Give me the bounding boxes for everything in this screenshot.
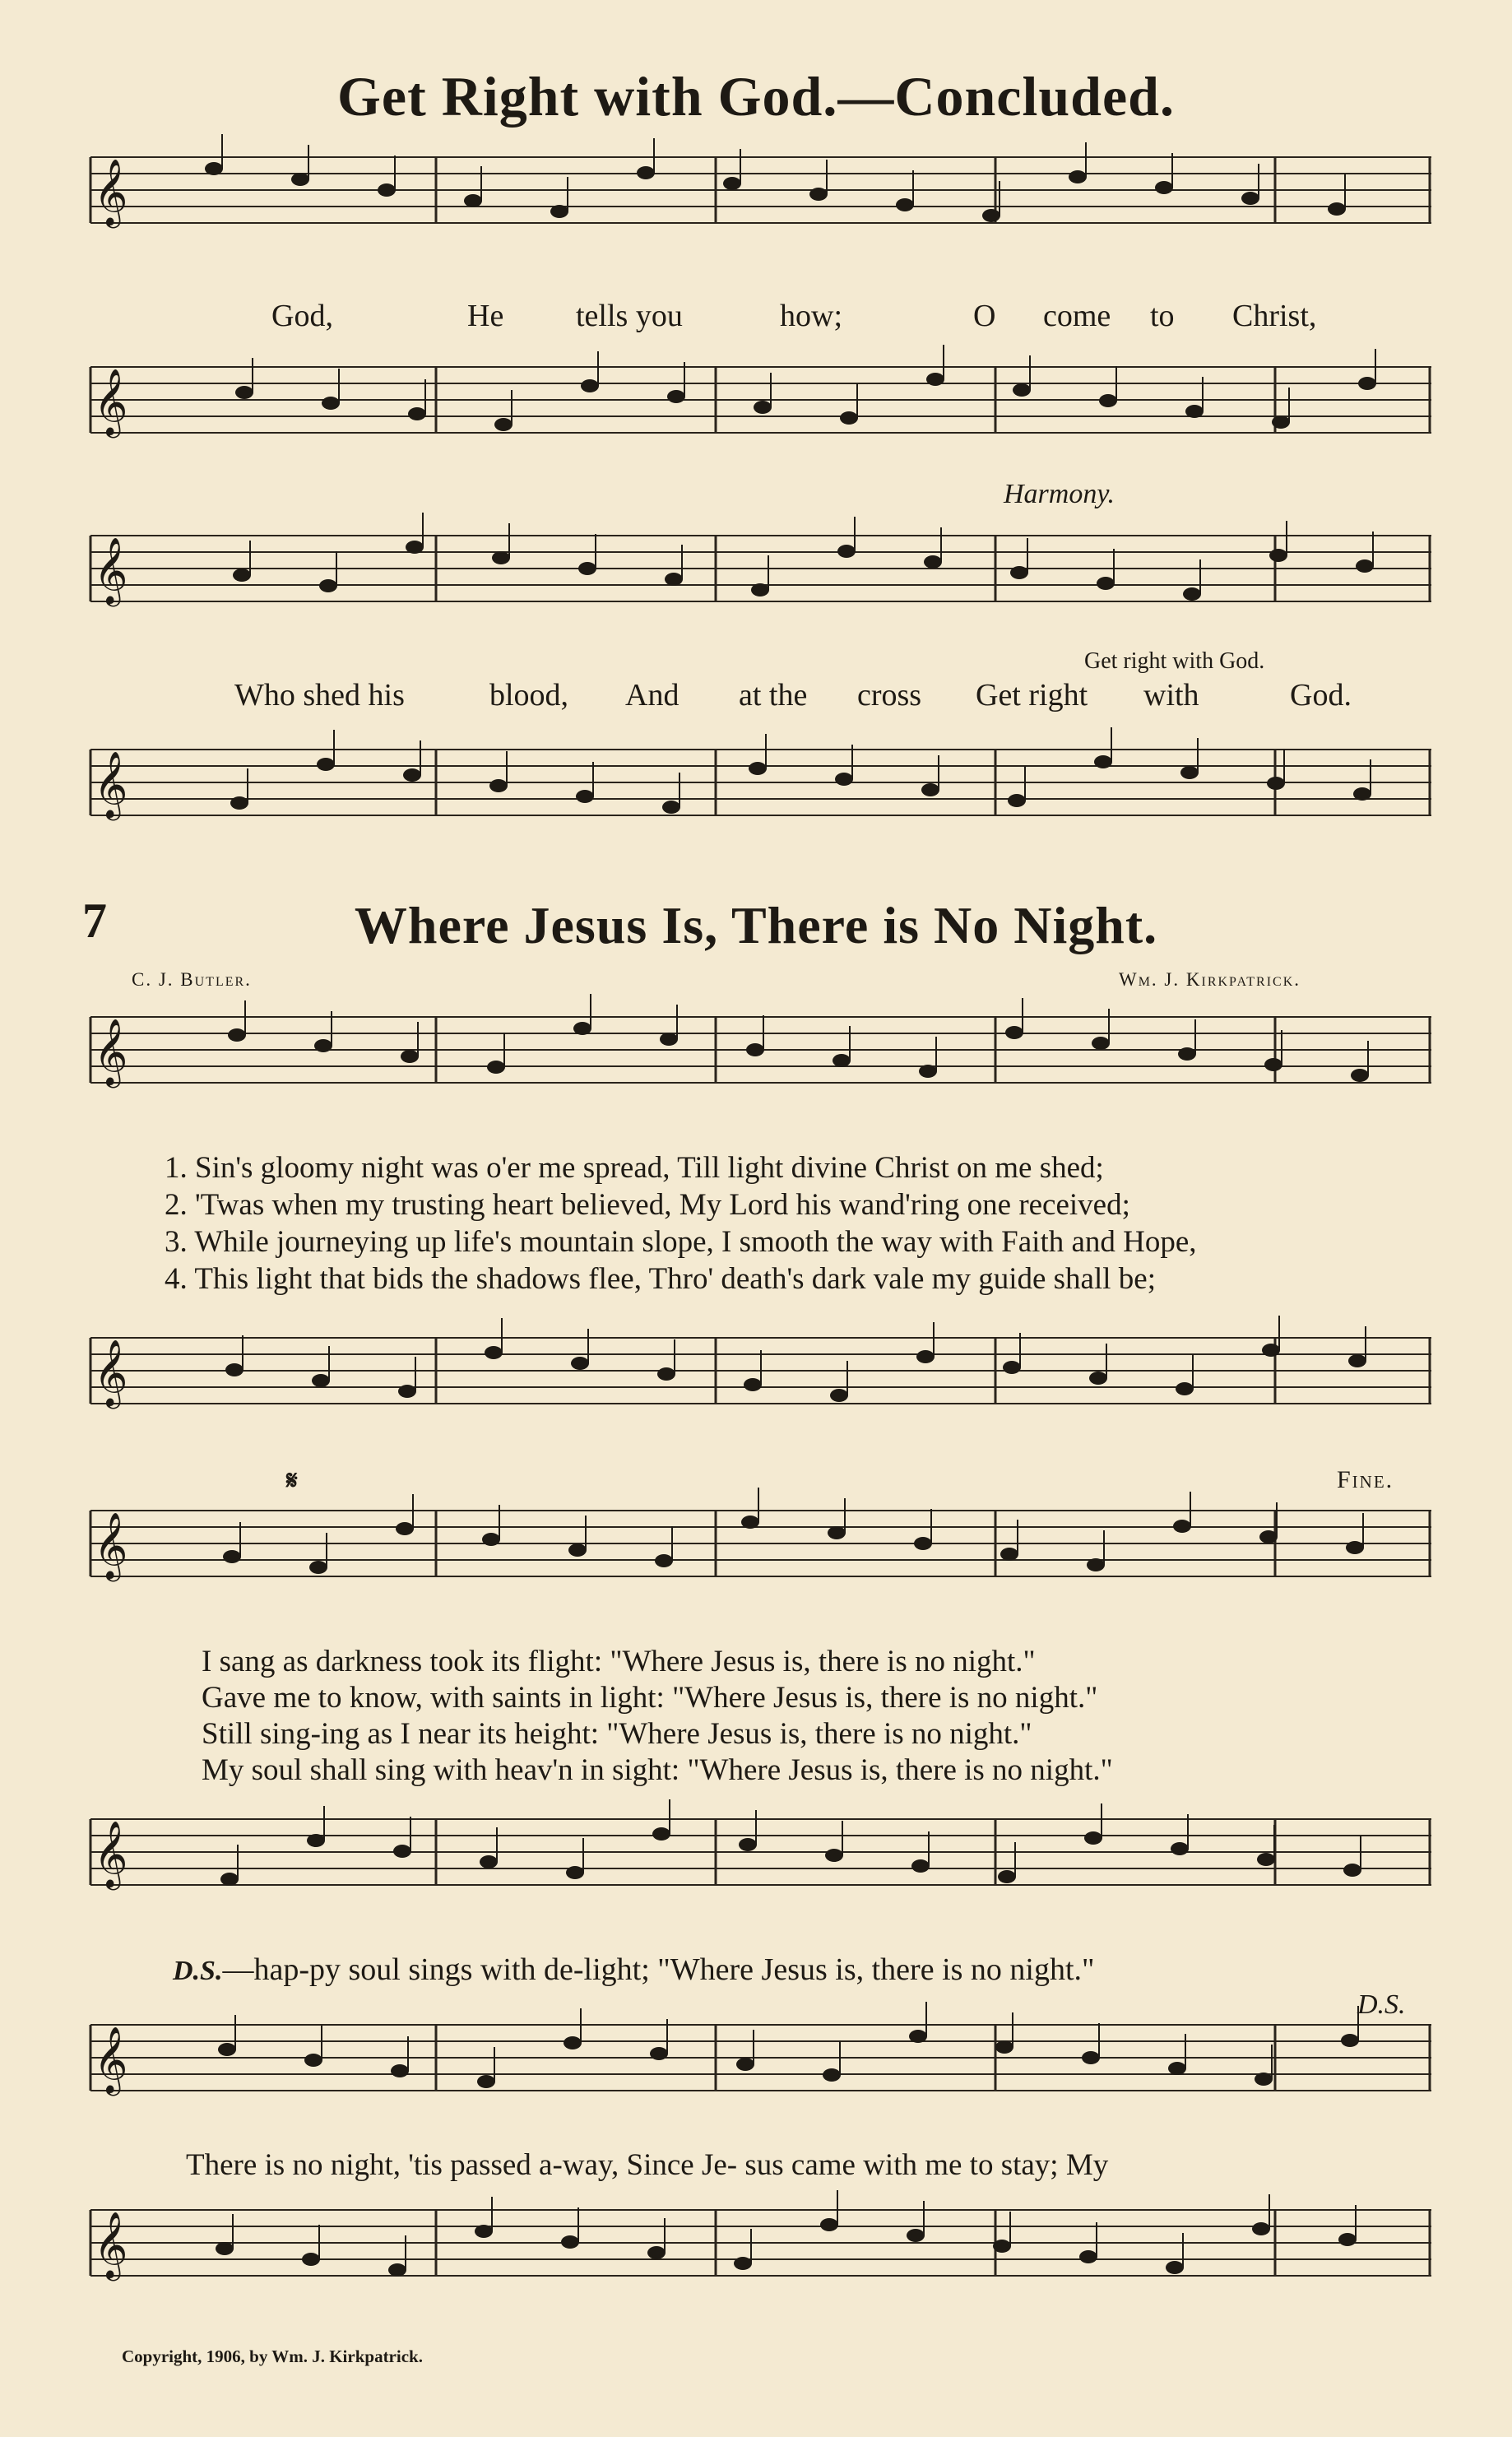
page-title: Get Right with God.—Concluded.	[337, 65, 1175, 128]
hymn-number: 7	[82, 894, 107, 948]
note-head	[218, 2043, 236, 2056]
ds-marking-right: D.S.	[1357, 1989, 1406, 2020]
note-head	[487, 1061, 505, 1074]
note-head	[982, 209, 1000, 222]
note-head	[1262, 1344, 1280, 1357]
note-head	[916, 1350, 935, 1363]
note-head	[1176, 1382, 1194, 1395]
note-head	[926, 373, 944, 386]
note-head	[378, 183, 396, 197]
note-head	[1348, 1354, 1366, 1367]
note-head	[650, 2047, 668, 2060]
note-head	[1069, 170, 1087, 183]
note-head	[637, 166, 655, 179]
note-head	[304, 2054, 322, 2067]
note-head	[1343, 1864, 1361, 1877]
note-head	[205, 162, 223, 175]
note-head	[921, 783, 939, 796]
staff-bass-5	[90, 2205, 1431, 2281]
note-head	[302, 2253, 320, 2266]
staff-bass-4	[90, 1814, 1431, 1890]
note-head	[1173, 1520, 1191, 1533]
note-head	[223, 1550, 241, 1563]
note-head	[837, 545, 856, 558]
lyric-word: Get right	[976, 678, 1088, 713]
note-head	[396, 1522, 414, 1535]
copyright-notice: Copyright, 1906, by Wm. J. Kirkpatrick.	[122, 2346, 423, 2366]
lyric-word: with	[1143, 678, 1199, 713]
note-head	[907, 2229, 925, 2242]
verse-cont-3: Still sing-ing as I near its height: "Where Jesus is, there is no night."	[202, 1717, 1032, 1751]
lyric-word: Christ,	[1232, 299, 1317, 333]
note-head	[830, 1389, 848, 1402]
verse-line-4: 4. This light that bids the shadows flee, Thro' death's dark vale my guide shall be;	[165, 1262, 1156, 1296]
note-head	[741, 1516, 759, 1529]
note-head	[896, 198, 914, 211]
note-head	[754, 401, 772, 414]
note-head	[1252, 2222, 1270, 2235]
note-head	[993, 2240, 1011, 2253]
alt-lyric: Get right with God.	[1084, 648, 1265, 674]
staff-treble-4	[90, 1506, 1431, 1581]
note-head	[220, 1873, 239, 1886]
note-head	[660, 1033, 678, 1046]
staff-svg	[90, 1012, 1431, 1088]
segno-sign: 𝄋	[286, 1465, 298, 1496]
note-head	[665, 573, 683, 586]
note-head	[647, 2246, 666, 2259]
note-head	[573, 1022, 591, 1035]
note-head	[1008, 794, 1026, 807]
note-head	[489, 779, 508, 792]
lyric-word: how;	[780, 299, 842, 333]
lyric-row-2	[0, 677, 1512, 718]
ds-label: D.S.	[173, 1956, 223, 1986]
note-head	[233, 569, 251, 582]
note-head	[401, 1050, 419, 1063]
note-head	[228, 1028, 246, 1042]
lyric-word: at the	[739, 678, 808, 713]
lyric-word: He	[467, 299, 504, 333]
note-head	[749, 762, 767, 775]
staff-svg	[90, 152, 1431, 228]
note-head	[1168, 2062, 1186, 2075]
ds-line	[173, 1952, 1095, 1988]
note-head	[1013, 383, 1031, 397]
staff-svg	[90, 2205, 1431, 2281]
note-head	[1255, 2073, 1273, 2086]
lyric-word: And	[625, 678, 679, 713]
note-head	[919, 1065, 937, 1078]
note-head	[571, 1357, 589, 1370]
note-head	[739, 1838, 757, 1851]
note-head	[581, 379, 599, 392]
note-head	[828, 1526, 846, 1539]
staff-svg	[90, 362, 1431, 438]
note-head	[482, 1533, 500, 1546]
note-head	[312, 1374, 330, 1387]
note-head	[1346, 1541, 1364, 1554]
note-head	[1272, 415, 1290, 429]
note-head	[657, 1367, 675, 1381]
note-head	[485, 1346, 503, 1359]
note-head	[1183, 587, 1201, 601]
staff-svg	[90, 2020, 1431, 2096]
note-head	[216, 2242, 234, 2255]
note-head	[1079, 2250, 1097, 2263]
note-head	[662, 801, 680, 814]
note-head	[1003, 1361, 1021, 1374]
note-head	[1000, 1548, 1018, 1561]
note-head	[561, 2235, 579, 2249]
note-head	[1010, 566, 1028, 579]
note-head	[995, 2040, 1013, 2054]
note-head	[1099, 394, 1117, 407]
note-head	[736, 2058, 754, 2071]
clef-icon: 𝄞	[94, 1511, 128, 1579]
staff-bass-1	[90, 362, 1431, 438]
staff-svg	[90, 1814, 1431, 1890]
note-head	[1005, 1026, 1023, 1039]
note-head	[235, 386, 253, 399]
note-head	[1341, 2034, 1359, 2047]
clef-icon: 𝄞	[94, 2211, 128, 2278]
note-head	[576, 790, 594, 803]
note-head	[744, 1378, 762, 1391]
note-head	[911, 1859, 930, 1873]
note-head	[723, 177, 741, 190]
note-head	[840, 411, 858, 425]
note-head	[1155, 181, 1173, 194]
note-head	[909, 2030, 927, 2043]
note-head	[825, 1849, 843, 1862]
note-head	[652, 1827, 670, 1841]
note-head	[492, 551, 510, 564]
staff-bass-3	[90, 1333, 1431, 1409]
note-head	[307, 1834, 325, 1847]
lyric-word: God,	[271, 299, 333, 333]
note-head	[314, 1039, 332, 1052]
note-head	[480, 1855, 498, 1868]
staff-treble-1	[90, 152, 1431, 228]
note-head	[734, 2257, 752, 2270]
note-head	[477, 2075, 495, 2088]
note-head	[835, 773, 853, 786]
lyric-word: God.	[1290, 678, 1352, 713]
note-head	[655, 1554, 673, 1567]
note-head	[1356, 559, 1374, 573]
note-head	[388, 2263, 406, 2277]
verse-cont-4: My soul shall sing with heav'n in sight: "Where Jesus is, there is no night."	[202, 1753, 1113, 1787]
lyricist-credit: C. J. Butler.	[132, 969, 252, 990]
staff-svg	[90, 1506, 1431, 1581]
note-head	[1338, 2233, 1357, 2246]
chorus-lyric: There is no night, 'tis passed a-way, Since Je- sus came with me to stay; My	[186, 2148, 1109, 2182]
note-head	[319, 579, 337, 592]
note-head	[1166, 2261, 1184, 2274]
clef-icon: 𝄞	[94, 536, 128, 604]
note-head	[322, 397, 340, 410]
staff-svg	[90, 745, 1431, 820]
note-head	[1353, 787, 1371, 801]
note-head	[1089, 1372, 1107, 1385]
note-head	[408, 407, 426, 420]
verse-cont-1: I sang as darkness took its flight: "Where Jesus is, there is no night."	[202, 1645, 1036, 1678]
note-head	[1351, 1069, 1369, 1082]
note-head	[809, 188, 828, 201]
note-head	[1092, 1037, 1110, 1050]
clef-icon: 𝄞	[94, 158, 128, 225]
composer-credit: Wm. J. Kirkpatrick.	[1119, 969, 1301, 990]
note-head	[1267, 777, 1285, 790]
note-head	[1328, 202, 1346, 216]
clef-icon: 𝄞	[94, 2026, 128, 2093]
note-head	[1082, 2051, 1100, 2064]
note-head	[475, 2225, 493, 2238]
verse-line-3: 3. While journeying up life's mountain slope, I smooth the way with Faith and Hope,	[165, 1225, 1197, 1259]
note-head	[823, 2068, 841, 2082]
staff-bass-2	[90, 745, 1431, 820]
note-head	[924, 555, 942, 569]
note-head	[1264, 1058, 1282, 1071]
note-head	[1178, 1047, 1196, 1061]
lyric-word: O	[973, 299, 996, 333]
note-head	[566, 1866, 584, 1879]
note-head	[391, 2064, 409, 2077]
staff-treble-2	[90, 531, 1431, 606]
fine-marking: Fine.	[1337, 1466, 1394, 1493]
note-head	[550, 205, 568, 218]
harmony-label: Harmony.	[1004, 479, 1115, 509]
note-head	[578, 562, 596, 575]
note-head	[403, 768, 421, 782]
lyric-word: come	[1043, 299, 1111, 333]
note-head	[1358, 377, 1376, 390]
note-head	[464, 194, 482, 207]
note-head	[833, 1054, 851, 1067]
clef-icon: 𝄞	[94, 1339, 128, 1406]
note-head	[1180, 766, 1199, 779]
note-head	[914, 1537, 932, 1550]
lyric-row-1	[0, 298, 1512, 339]
note-head	[406, 541, 424, 554]
note-head	[1257, 1853, 1275, 1866]
note-head	[317, 758, 335, 771]
note-head	[1269, 549, 1287, 562]
note-head	[746, 1043, 764, 1056]
note-head	[225, 1363, 243, 1376]
note-head	[398, 1385, 416, 1398]
staff-treble-3	[90, 1012, 1431, 1088]
note-head	[568, 1543, 587, 1557]
note-head	[1185, 405, 1204, 418]
note-head	[1097, 577, 1115, 590]
lyric-word: blood,	[489, 678, 569, 713]
note-head	[1094, 755, 1112, 768]
note-head	[1087, 1558, 1105, 1571]
verse-line-2: 2. 'Twas when my trusting heart believed, My Lord his wand'ring one received;	[165, 1188, 1130, 1222]
lyric-word: to	[1150, 299, 1175, 333]
lyric-word: tells you	[576, 299, 683, 333]
note-head	[751, 583, 769, 596]
clef-icon: 𝄞	[94, 1820, 128, 1887]
staff-treble-5	[90, 2020, 1431, 2096]
note-head	[564, 2036, 582, 2049]
clef-icon: 𝄞	[94, 1018, 128, 1085]
staff-svg	[90, 1333, 1431, 1409]
lyric-word: cross	[857, 678, 922, 713]
note-head	[998, 1870, 1016, 1883]
clef-icon: 𝄞	[94, 750, 128, 818]
ds-lyric: —hap-py soul sings with de-light; "Where Jesus is, there is no night."	[222, 1952, 1095, 1987]
note-head	[230, 796, 248, 810]
clef-icon: 𝄞	[94, 368, 128, 435]
verse-cont-2: Gave me to know, with saints in light: "Where Jesus is, there is no night."	[202, 1681, 1098, 1715]
note-head	[393, 1845, 411, 1858]
note-head	[1084, 1831, 1102, 1845]
note-head	[309, 1561, 327, 1574]
note-head	[820, 2218, 838, 2231]
note-head	[291, 173, 309, 186]
verse-line-1: 1. Sin's gloomy night was o'er me spread, Till light divine Christ on me shed;	[165, 1151, 1104, 1185]
staff-svg	[90, 531, 1431, 606]
note-head	[667, 390, 685, 403]
note-head	[1171, 1842, 1189, 1855]
note-head	[1241, 192, 1259, 205]
note-head	[494, 418, 513, 431]
lyric-word: Who shed his	[234, 678, 405, 713]
note-head	[1259, 1530, 1278, 1543]
hymn-title: Where Jesus Is, There is No Night.	[354, 896, 1158, 954]
